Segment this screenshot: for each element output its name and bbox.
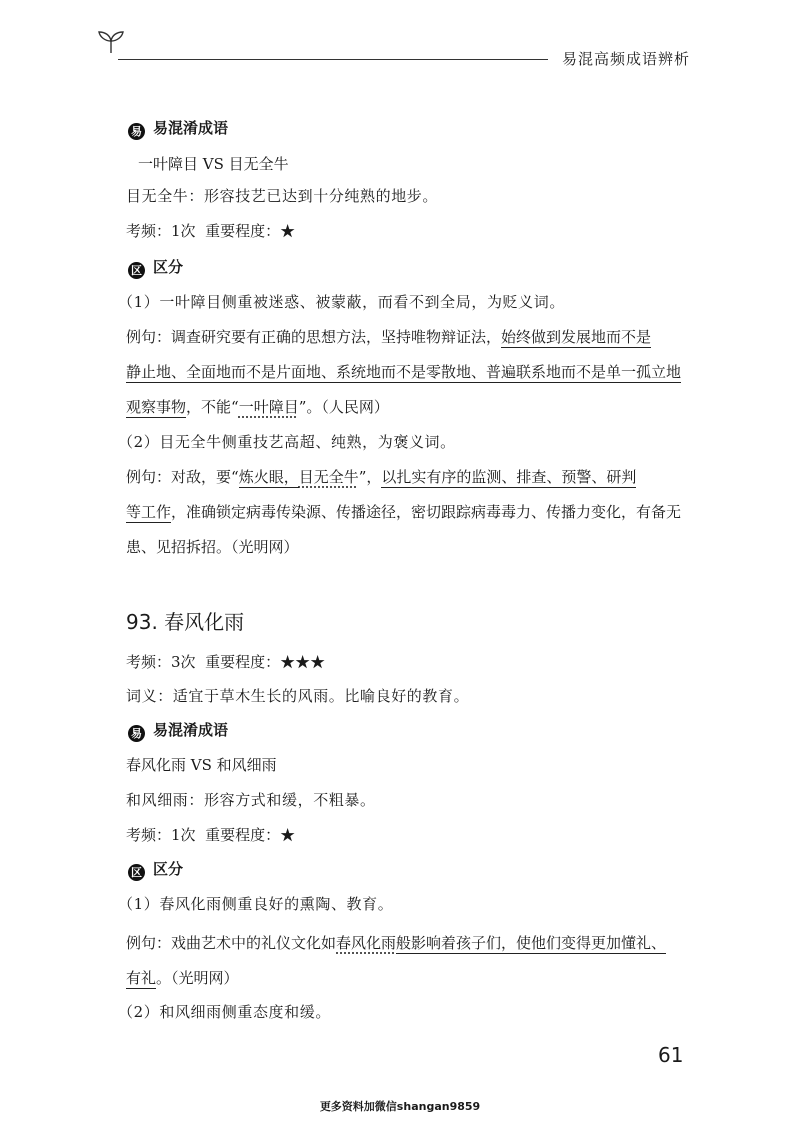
difference-item-1: （1）春风化雨侧重良好的熏陶、教育。 [118, 895, 394, 913]
emphasis-dotted: 一叶障目 [238, 398, 299, 416]
sprout-icon [97, 28, 125, 54]
difference-item-1: （1）一叶障目侧重被迷惑、被蒙蔽，而看不到全局，为贬义词。 [118, 293, 565, 311]
footer-note: 更多资料加微信shangan9859 [319, 1100, 481, 1113]
difference-badge-icon: 区 [128, 262, 145, 279]
page-number: 61 [658, 1043, 684, 1067]
header-rule [118, 59, 548, 60]
example-2-line-1: 例句：对敌，要“炼火眼，目无全牛”，以扎实有序的监测、排查、预警、研判 [126, 468, 637, 486]
example-line-2: 有礼。（光明网） [126, 969, 239, 987]
difference-heading: 区 区分 [128, 858, 183, 881]
importance-stars: ★ [280, 826, 296, 844]
confusable-pair: 春风化雨 VS 和风细雨 [126, 756, 277, 774]
emphasis-dotted: 春风化雨 [336, 934, 397, 952]
running-header-title: 易混高频成语辨析 [562, 50, 691, 68]
example-2-line-2: 等工作，准确锁定病毒传染源、传播途径，密切跟踪病毒毒力、传播力变化，有备无 [126, 503, 682, 521]
confusable-heading: 易 易混淆成语 [128, 719, 228, 742]
confusable-badge-icon: 易 [128, 725, 145, 742]
entry-meaning: 词义：适宜于草木生长的风雨。比喻良好的教育。 [126, 687, 470, 705]
confusable-heading: 易 易混淆成语 [128, 117, 228, 140]
difference-item-2: （2）和风细雨侧重态度和缓。 [118, 1003, 331, 1021]
example-1-line-2: 静止地、全面地而不是片面地、系统地而不是零散地、普遍联系地而不是单一孤立地 [126, 363, 682, 381]
definition: 目无全牛：形容技艺已达到十分纯熟的地步。 [126, 187, 439, 205]
confusable-badge-icon: 易 [128, 123, 145, 140]
confusable-pair: 一叶障目 VS 目无全牛 [138, 155, 289, 173]
difference-badge-icon: 区 [128, 864, 145, 881]
frequency-line: 考频：1次 重要程度：★ [126, 826, 296, 844]
definition: 和风细雨：形容方式和缓，不粗暴。 [126, 791, 376, 809]
frequency-line: 考频：1次 重要程度：★ [126, 222, 296, 240]
emphasis-dotted: 目无全牛 [298, 468, 359, 486]
difference-heading: 区 区分 [128, 256, 183, 279]
example-1-line-3: 观察事物，不能“一叶障目”。（人民网） [126, 398, 389, 416]
example-1-line-1: 例句：调查研究要有正确的思想方法，坚持唯物辩证法，始终做到发展地而不是 [126, 328, 652, 346]
difference-item-2: （2）目无全牛侧重技艺高超、纯熟，为褒义词。 [118, 433, 456, 451]
entry-frequency-line: 考频：3次 重要程度：★★★ [126, 653, 326, 671]
importance-stars: ★ [280, 222, 296, 240]
example-line-1: 例句：戏曲艺术中的礼仪文化如春风化雨般影响着孩子们，使他们变得更加懂礼、 [126, 934, 667, 952]
example-2-line-3: 患、见招拆招。（光明网） [126, 538, 299, 556]
importance-stars: ★★★ [280, 653, 326, 671]
entry-title: 93. 春风化雨 [126, 610, 245, 634]
